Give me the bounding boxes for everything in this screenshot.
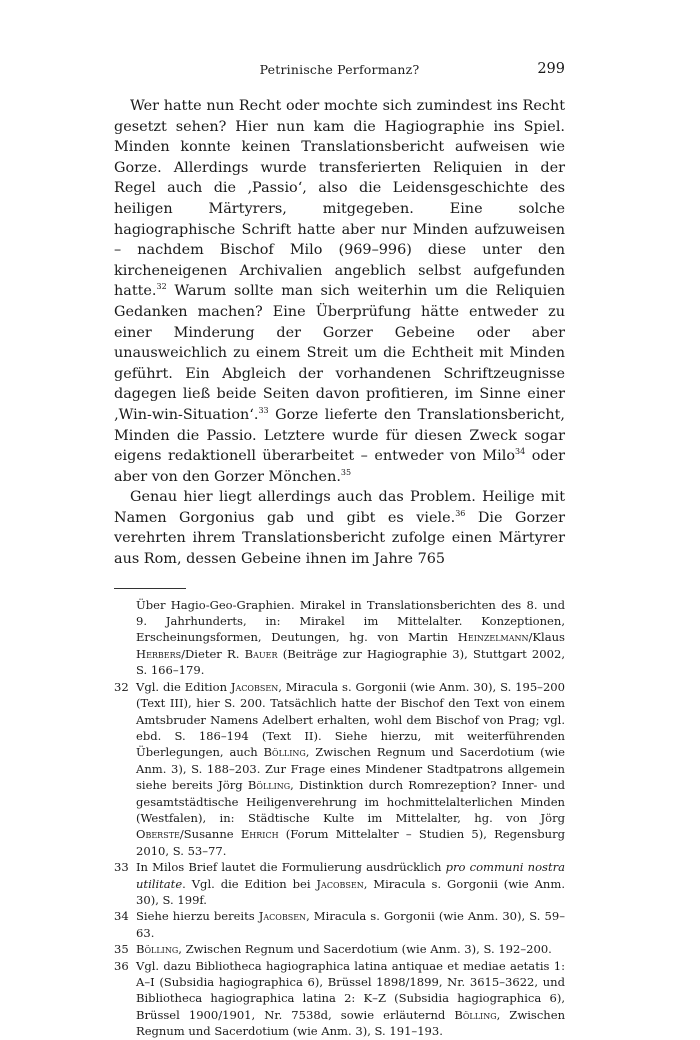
footnote-32: 32 Vgl. die Edition Jacobsen, Miracula s. Gorgonii (wie Anm. 30), S. 195–200 (Text III), hier S. 200. Tatsächlich hatte der Bischof den Text von einem Amtsbruder Namens Adelbert erhalten, wohl dem Bischof von Prag; vgl. ebd. S. 186–194 (Text II). Siehe hierzu, mit weiterführenden Überlegungen, auch Bölling, Zwischen Regnum und Sacerdotium (wie Anm. 3), S. 188–203. Zur Frage eines Mindener Stadtpatrons allgemein siehe bereits Jörg Bölling, Distinktion durch Romrezeption? Inner- und gesamtstädtische Heiligenverehrung im hochmittelalterlichen Minden (Westfalen), in: Städtische Kulte im Mittelalter, hg. von Jörg Oberste/Susanne Ehrich (Forum Mittelalter – Studien 5), Regensburg 2010, S. 53–77. [114,679,566,858]
footnote-ref-36[interactable]: 36 [455,508,466,518]
text-run: Wer hatte nun Recht oder mochte sich zumindest ins Recht gesetzt sehen? Hier nun kam die Hagiographie ins Spiel. Minden konnte keinen Translationsbericht aufweisen wie Gorze. Allerdings wurde transferierten Reliquien in der Regel auch die ‚Passio‘, also die Leidensgeschichte des heiligen Märtyrers, mitgegeben. Eine solche hagiographische Schrift hatte aber nur Minden aufzuweisen – nachdem Bischof Milo (969–996) diese unter den kircheneigenen Archivalien angeblich selbst aufgefunden hatte. [114,98,565,300]
footnote-ref-34[interactable]: 34 [515,447,526,457]
running-head [114,62,565,84]
footnote-number: 32 [114,679,129,694]
paragraph-1 [114,96,565,487]
footnote-number: 35 [114,942,129,957]
page [114,62,565,1040]
footnote-indent [114,597,136,679]
footnote-number: 34 [114,909,129,924]
page-number: 299 [537,61,565,77]
footnotes [114,597,565,1040]
text-run: Die Gorzer verehrten ihrem Translationsbericht zufolge einen Märtyrer aus Rom, dessen Gebeine ihnen im Jahre 765 [114,509,565,568]
footnote-36: 36 Vgl. dazu Bibliotheca hagiographica latina antiquae et mediae aetatis 1: A–I (Subsidia hagiographica 6), Brüssel 1898/1899, Nr. 3615–3622, und Bibliotheca hagiographica latina 2: K–Z (Subsidia hagiographica 6), Brüssel 1900/1901, Nr. 7538d, sowie erläuternd Bölling, Zwischen Regnum und Sacerdotium (wie Anm. 3), S. 191–193. [114,958,566,1039]
footnote-ref-32[interactable]: 32 [156,282,167,292]
footnote-35: 35 Bölling, Zwischen Regnum und Sacerdotium (wie Anm. 3), S. 192–200. [114,942,552,957]
footnote-number: 36 [114,958,129,973]
paragraph-2 [114,487,565,569]
main-text [114,96,565,570]
footnote-number: 33 [114,860,129,875]
footnote-33: 33 In Milos Brief lautet die Formulierung ausdrücklich pro communi nostra utilitate. Vgl. die Edition bei Jacobsen, Miracula s. Gorgonii (wie Anm. 30), S. 199f. [114,860,566,907]
text-run: oder aber von den Gorzer Mönchen. [114,448,565,485]
footnote-continuation: Über Hagio-Geo-Graphien. Mirakel in Translationsberichten des 8. und 9. Jahrhunderts, in: Mirakel im Mittelalter. Konzeptionen, Erscheinungsformen, Deutungen, hg. von Martin Heinzelmann/Klaus Herbers/Dieter R. Bauer (Beiträge zur Hagiographie 3), Stuttgart 2002, S. 166–179. [114,597,565,679]
footnote-rule [114,588,186,589]
footnote-ref-35[interactable]: 35 [340,467,352,477]
footnote-34: 34 Siehe hierzu bereits Jacobsen, Miracula s. Gorgonii (wie Anm. 30), S. 59–63. [114,909,565,940]
text-run: Warum sollte man sich weiterhin um die Reliquien Gedanken machen? Eine Überprüfung hätte entweder zu einer Minderung der Gorzer Gebeine oder aber unausweichlich zu einem Streit um die Echtheit mit Minden geführt. Ein Abgleich der vorhandenen Schriftzeugnisse dagegen ließ beide Seiten davon profitieren, im Sinne einer ‚Win-win-Situation‘. [114,283,565,423]
running-title: Petrinische Performanz? [259,62,420,77]
footnote-ref-33[interactable]: 33 [258,405,269,415]
text-run: Gorze lieferte den Translationsbericht, Minden die Passio. Letztere wurde für diesen Zweck sogar eigens redaktionell überarbeitet – entweder von Milo [114,406,565,465]
text-run: Genau hier liegt allerdings auch das Problem. Heilige mit Namen Gorgonius gab und gibt es viele. [114,489,565,526]
